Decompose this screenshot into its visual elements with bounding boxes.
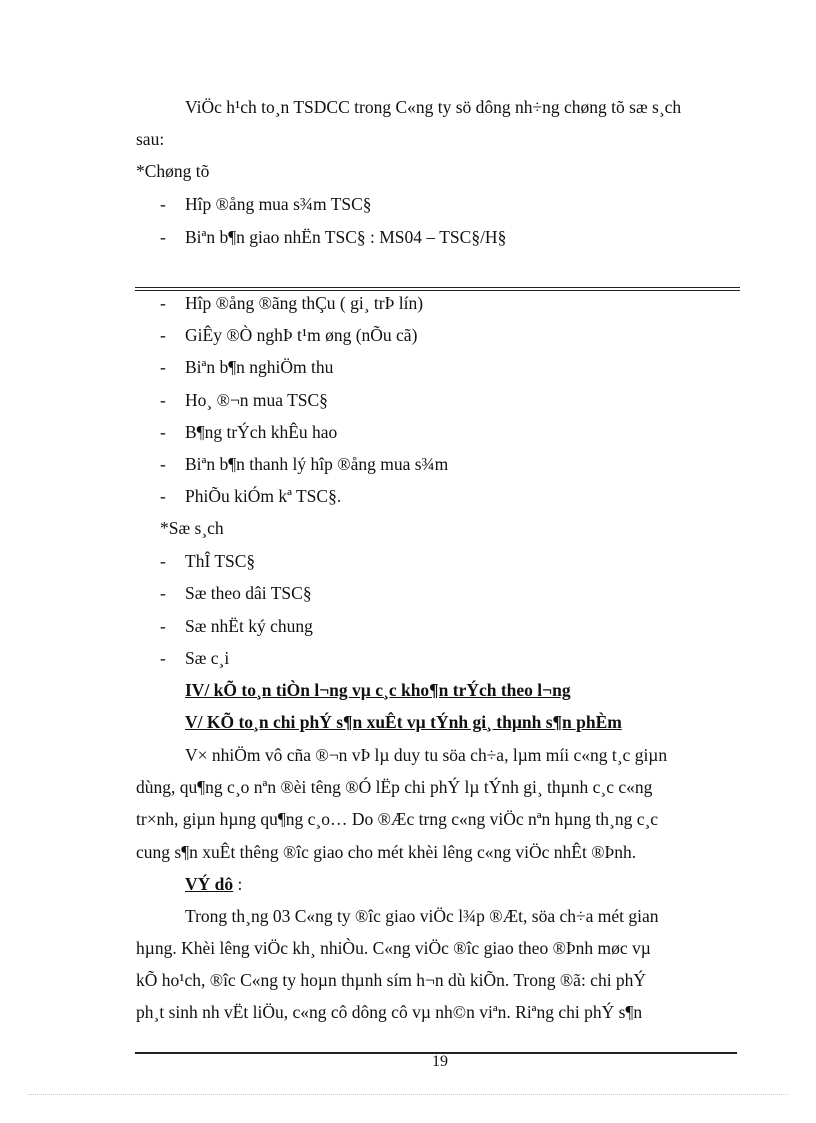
paragraph-line: Trong th¸ng 03 C«ng ty ®îc giao viÖc l¾p ®Æt, söa ch÷a mét gian [185, 906, 659, 926]
bullet-dash: - [160, 486, 166, 506]
example-colon: : [233, 874, 243, 894]
bullet-dash: - [160, 583, 166, 603]
example-heading [185, 873, 242, 895]
paragraph-line: V× nhiÖm vô cña ®¬n vÞ lµ duy tu söa ch÷a, lµm míi c«ng t¸c giµn [185, 745, 668, 765]
bullet-dash: - [160, 551, 166, 571]
vouchers-heading: *Chøng tõ [136, 161, 210, 181]
book-item: Sæ theo dâi TSC§ [185, 583, 312, 603]
voucher-item: Ho¸ ®¬n mua TSC§ [185, 390, 328, 410]
voucher-item: Biªn b¶n nghiÖm thu [185, 357, 334, 377]
voucher-item: Biªn b¶n thanh lý hîp ®ång mua s¾m [185, 454, 449, 474]
bullet-dash: - [160, 390, 166, 410]
paragraph-line: dùng, qu¶ng c¸o nªn ®èi têng ®Ó lËp chi phÝ lµ tÝnh gi¸ thµnh c¸c c«ng [136, 777, 653, 797]
intro-line-1: ViÖc h¹ch to¸n TSDCC trong C«ng ty sö dông nh÷ng chøng tõ sæ s¸ch [185, 97, 682, 117]
book-item: Sæ c¸i [185, 648, 230, 668]
heading-section-v: V/ KÕ to¸n chi phÝ s¶n xuÊt vµ tÝnh gi¸ thµnh s¶n phÈm [185, 712, 622, 732]
section-divider-top [135, 287, 740, 288]
voucher-item: Hîp ®ång mua s¾m TSC§ [185, 194, 372, 214]
paragraph-line: cung s¶n xuÊt thêng ®îc giao cho mét khèi lêng c«ng viÖc nhÊt ®Þnh. [136, 842, 637, 862]
page-number: 19 [432, 1053, 448, 1070]
paragraph-line: tr×nh, giµn hµng qu¶ng c¸o… Do ®Æc trng c«ng viÖc nªn hµng th¸ng c¸c [136, 809, 659, 829]
voucher-item: PhiÕu kiÓm kª TSC§. [185, 486, 342, 506]
bullet-dash: - [160, 325, 166, 345]
book-item: Sæ nhËt ký chung [185, 616, 313, 636]
books-heading: *Sæ s¸ch [160, 518, 224, 538]
bullet-dash: - [160, 422, 166, 442]
section-divider-bottom [135, 290, 740, 291]
page-bottom-dotted-edge [28, 1094, 788, 1095]
heading-section-iv: IV/ kÕ to¸n tiÒn l¬ng vµ c¸c kho¶n trÝch theo l¬ng [185, 680, 571, 700]
paragraph-line: ph¸t sinh nh vËt liÖu, c«ng cô dông cô vµ nh©n viªn. Riªng chi phÝ s¶n [136, 1002, 643, 1022]
bullet-dash: - [160, 194, 166, 214]
intro-line-2: sau: [136, 129, 165, 149]
bullet-dash: - [160, 357, 166, 377]
bullet-dash: - [160, 616, 166, 636]
paragraph-line: hµng. Khèi lêng viÖc kh¸ nhiÒu. C«ng viÖc ®îc giao theo ®Þnh møc vµ [136, 938, 651, 958]
voucher-item: Hîp ®ång ®ãng thÇu ( gi¸ trÞ lín) [185, 293, 424, 313]
bullet-dash: - [160, 648, 166, 668]
voucher-item: Biªn b¶n giao nhËn TSC§ : MS04 – TSC§/H§ [185, 227, 507, 247]
book-item: ThÎ TSC§ [185, 551, 256, 571]
paragraph-line: kÕ ho¹ch, ®îc C«ng ty hoµn thµnh sím h¬n dù kiÕn. Trong ®ã: chi phÝ [136, 970, 647, 990]
bullet-dash: - [160, 454, 166, 474]
bullet-dash: - [160, 227, 166, 247]
bullet-dash: - [160, 293, 166, 313]
example-label: VÝ dô [185, 874, 234, 894]
voucher-item: B¶ng trÝch khÊu hao [185, 422, 338, 442]
voucher-item: GiÊy ®Ò nghÞ t¹m øng (nÕu cã) [185, 325, 418, 345]
